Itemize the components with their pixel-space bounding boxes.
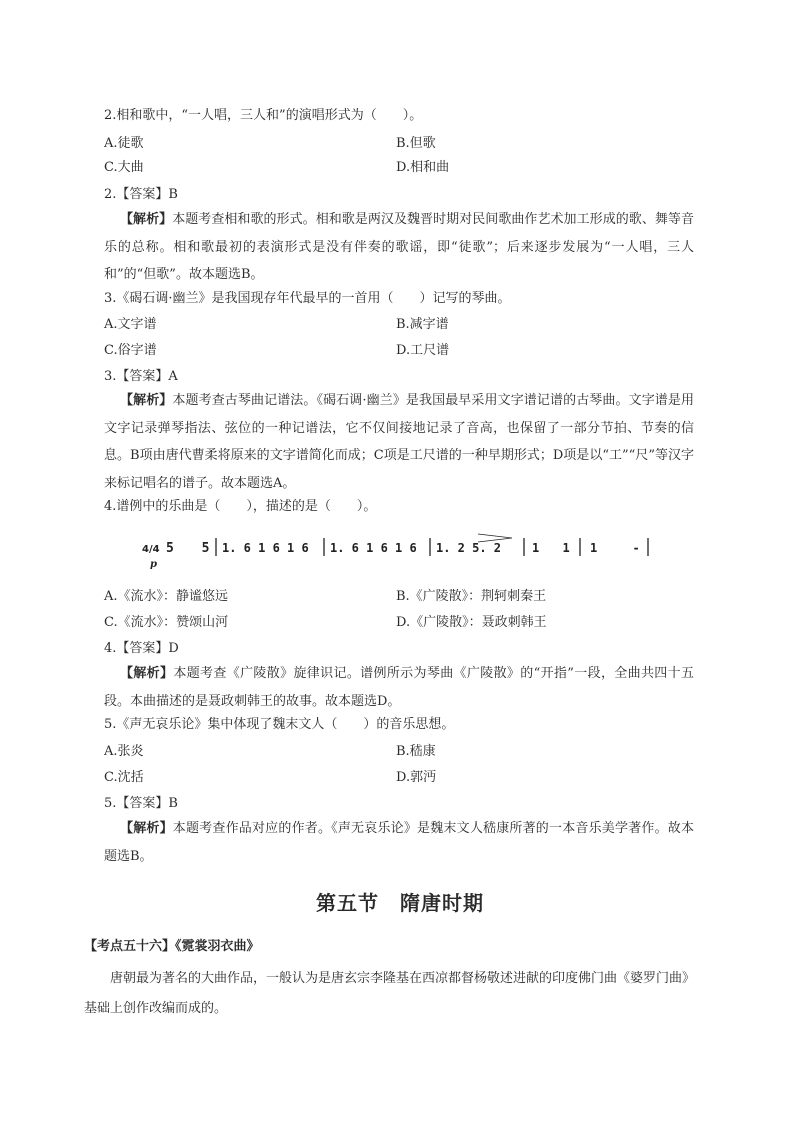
question-4-stem: 4.谱例中的乐曲是（ ），描述的是（ ）。 (104, 499, 377, 514)
question-3-answer: 3.【答案】A (104, 369, 178, 384)
question-3-option-d: D.工尺谱 (396, 343, 450, 358)
score-bar-5: 1 - (590, 541, 654, 555)
question-5-stem: 5.《声无哀乐论》集中体现了魏末文人（ ）的音乐思想。 (104, 717, 455, 732)
score-bar-4: 1 1 (532, 541, 578, 555)
question-5-answer: 5.【答案】B (104, 796, 178, 811)
analysis-tag: 【解析】 (120, 212, 173, 227)
score-bar-2: 1. 6 1 6 1 6 (330, 541, 417, 555)
question-5-option-c: C.沈括 (104, 770, 144, 785)
question-4-option-a: A.《流水》：静谧悠远 (104, 589, 229, 604)
question-2-option-d: D.相和曲 (396, 160, 450, 175)
score-meter: 4/4 (142, 544, 160, 555)
question-3-option-a: A.文字谱 (104, 317, 157, 332)
question-2-option-b: B.但歌 (396, 136, 436, 151)
question-4-analysis (104, 660, 694, 715)
question-3-option-c: C.俗字谱 (104, 343, 157, 358)
question-2-option-a: A.徒歌 (104, 136, 144, 151)
question-4-answer: 4.【答案】D (104, 641, 179, 656)
question-2-option-c: C.大曲 (104, 160, 144, 175)
question-2-answer: 2.【答案】B (104, 187, 178, 202)
question-2-stem: 2.相和歌中，“一人唱，三人和”的演唱形式为（ ）。 (104, 108, 423, 123)
question-3-option-b: B.减字谱 (396, 317, 449, 332)
question-3-stem: 3.《碣石调·幽兰》是我国现存年代最早的一首用（ ）记写的琴曲。 (104, 291, 511, 306)
question-5-analysis (104, 815, 694, 870)
analysis-tag: 【解析】 (120, 821, 173, 836)
analysis-text: 本题考查相和歌的形式。相和歌是两汉及魏晋时期对民间歌曲作艺术加工形成的歌、舞等音乐的总称。相和歌最初的表演形式是没有伴奏的歌谣，即“徒歌”；后来逐步发展为“一人唱，三人和”的“但歌”。故本题选B。 (104, 212, 694, 282)
question-5-option-a: A.张炎 (104, 744, 144, 759)
section-intro: 唐朝最为著名的大曲作品，一般认为是唐玄宗李隆基在西凉都督杨敬述进献的印度佛门曲《婆罗门曲》基础上创作改编而成的。 (84, 971, 696, 1016)
question-3-analysis (104, 387, 694, 497)
score-bar-3: 1. 2 5. 2 (436, 541, 502, 555)
question-5-option-b: B.嵇康 (396, 744, 436, 759)
analysis-text: 本题考查作品对应的作者。《声无哀乐论》是魏末文人嵇康所著的一本音乐美学著作。故本题选B。 (104, 821, 694, 864)
analysis-tag: 【解析】 (120, 393, 173, 408)
question-2-analysis (104, 206, 694, 289)
kaodian-heading: 【考点五十六】《霓裳羽衣曲》 (84, 939, 260, 954)
question-4-option-c: C.《流水》：赞颂山河 (104, 615, 229, 630)
question-4-option-d: D.《广陵散》：聂政刺韩王 (396, 615, 547, 630)
score-pickup: 5 5 (166, 541, 220, 556)
score-dynamic: p (150, 559, 157, 570)
question-4-option-b: B.《广陵散》：荆轲刺秦王 (396, 589, 547, 604)
analysis-text: 本题考查古琴曲记谱法。《碣石调·幽兰》是我国最早采用文字谱记谱的古琴曲。文字谱是用文字记录弹琴指法、弦位的一种记谱法，它不仅间接地记录了音高，也保留了一部分节拍、节奏的信息。B项由唐代曹柔将原来的文字谱简化而成；C项是工尺谱的一种早期形式；D项是以“工”“尺”等汉字来标记唱名的谱子。故本题选A。 (104, 393, 694, 491)
score-bar-1: 1. 6 1 6 1 6 (222, 541, 309, 555)
analysis-text: 本题考查《广陵散》旋律识记。谱例所示为琴曲《广陵散》的“开指”一段，全曲共四十五段。本曲描述的是聂政刺韩王的故事。故本题选D。 (104, 666, 694, 709)
jianpu-score (140, 530, 680, 570)
section-title: 第五节 隋唐时期 (316, 891, 484, 915)
question-5-option-d: D.郭沔 (396, 770, 437, 785)
analysis-tag: 【解析】 (120, 666, 174, 681)
